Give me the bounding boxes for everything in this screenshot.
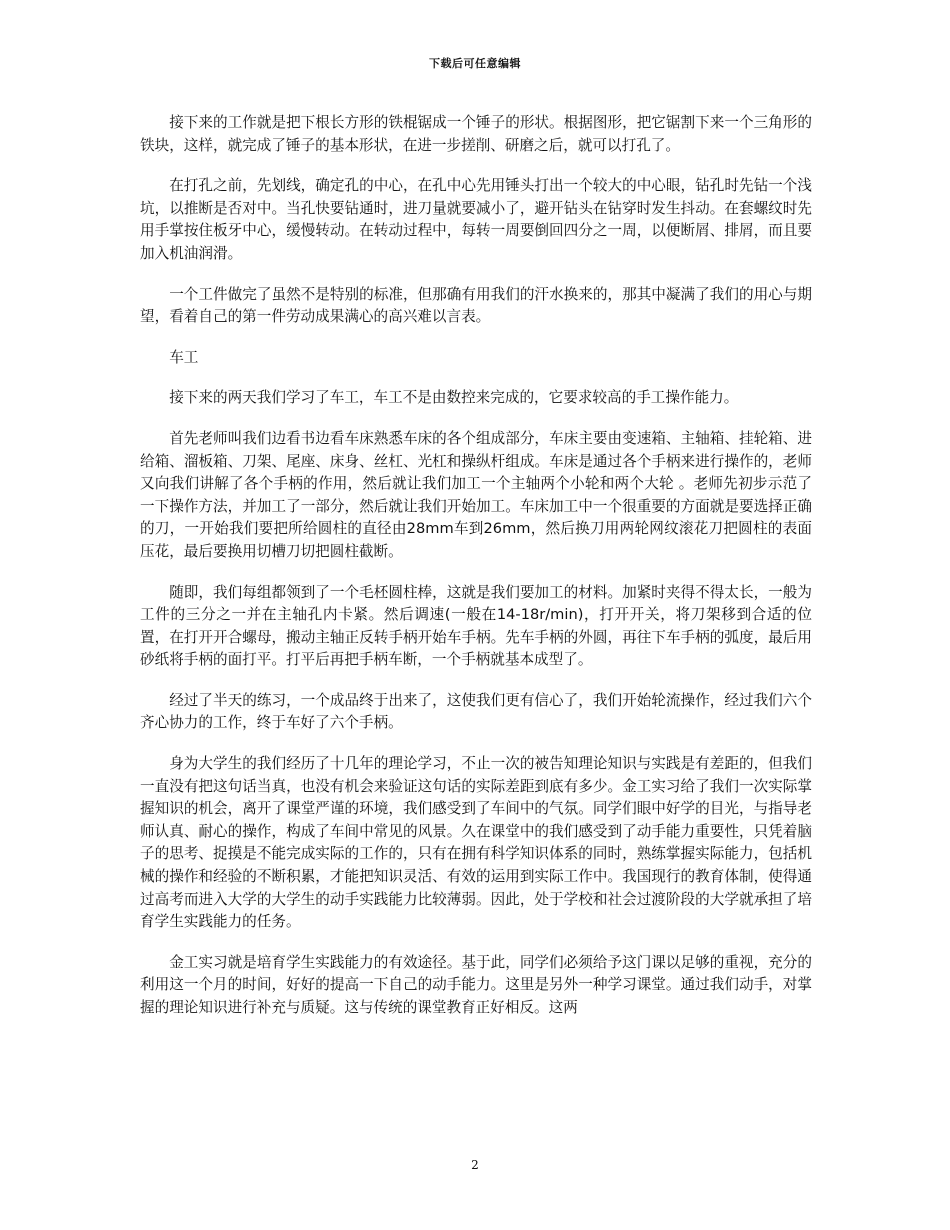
paragraph: 接下来的工作就是把下根长方形的铁棍锯成一个锤子的形状。根据图形，把它锯割下来一个三角形的铁块，这样，就完成了锤子的基本形状，在进一步搓削、研磨之后，就可以打孔了。	[140, 114, 812, 154]
paragraph: 在打孔之前，先划线，确定孔的中心，在孔中心先用锤头打出一个较大的中心眼，钻孔时先钻一个浅坑，以推断是否对中。当孔快要钻通时，进刀量就要减小了，避开钻头在钻穿时发生抖动。在套螺纹时先用手掌按住板牙中心，缓慢转动。在转动过程中，每转一周要倒回四分之一周，以便断屑、排屑，而且要加入机油润滑。	[140, 177, 812, 262]
paragraph: 经过了半天的练习，一个成品终于出来了，这使我们更有信心了，我们开始轮流操作，经过我们六个齐心协力的工作，终于车好了六个手柄。	[140, 691, 812, 732]
document-body	[140, 112, 812, 1038]
section-heading: 车工	[169, 348, 199, 366]
page-header: 下载后可任意编辑	[429, 57, 521, 70]
page-number: 2	[471, 1158, 479, 1172]
paragraph: 身为大学生的我们经历了十几年的理论学习，不止一次的被告知理论知识与实践是有差距的，但我们一直没有把这句话当真，也没有机会来验证这句话的实际差距到底有多少。金工实习给了我们一次实际掌握知识的机会，离开了课堂严谨的环境，我们感受到了车间中的气氛。同学们眼中好学的目光，与指导老师认真、耐心的操作，构成了车间中常见的风景。久在课堂中的我们感受到了动手能力重要性，只凭着脑子的思考、捉摸是不能完成实际的工作的，只有在拥有科学知识体系的同时，熟练掌握实际能力，包括机械的操作和经验的不断积累，才能把知识灵活、有效的运用到实际工作中。我国现行的教育体制，使得通过高考而进入大学的大学生的动手实践能力比较薄弱。因此，处于学校和社会过渡阶段的大学就承担了培育学生实践能力的任务。	[140, 755, 812, 931]
paragraph: 金工实习就是培育学生实践能力的有效途径。基于此，同学们必须给予这门课以足够的重视，充分的利用这一个月的时间，好好的提高一下自己的动手能力。这里是另外一种学习课堂。通过我们动手，对掌握的理论知识进行补充与质疑。这与传统的课堂教育正好相反。这两	[140, 953, 812, 1016]
paragraph: 随即，我们每组都领到了一个毛柸圆柱棒，这就是我们要加工的材料。加紧时夹得不得太长，一般为工件的三分之一并在主轴孔内卡紧。然后调速(一般在14-18r/min)，打开开关，将刀架移到合适的位置，在打开开合螺母，搬动主轴正反转手柄开始车手柄。先车手柄的外圆，再往下车手柄的弧度，最后用砂纸将手柄的面打平。打平后再把手柄车断，一个手柄就基本成型了。	[140, 583, 812, 669]
paragraph: 首先老师叫我们边看书边看车床熟悉车床的各个组成部分，车床主要由变速箱、主轴箱、挂轮箱、进给箱、溜板箱、刀架、尾座、床身、丝杠、光杠和操纵杆组成。车床是通过各个手柄来进行操作的，老师又向我们讲解了各个手柄的作用，然后就让我们加工一个主轴两个小轮和两个大轮 。老师先初步示范了一下操作方法，并加工了一部分，然后就让我们开始加工。车床加工中一个很重要的方面就是要选择正确的刀，一开始我们要把所给圆柱的直径由28mm车到26mm，然后换刀用两轮网纹滚花刀把圆柱的表面压花，最后要换用切槽刀切把圆柱截断。	[140, 429, 812, 560]
paragraph: 一个工件做完了虽然不是特别的标准，但那确有用我们的汗水换来的，那其中凝满了我们的用心与期望，看着自己的第一件劳动成果满心的高兴难以言表。	[140, 285, 812, 326]
paragraph: 接下来的两天我们学习了车工，车工不是由数控来完成的，它要求较高的手工操作能力。	[169, 389, 739, 407]
